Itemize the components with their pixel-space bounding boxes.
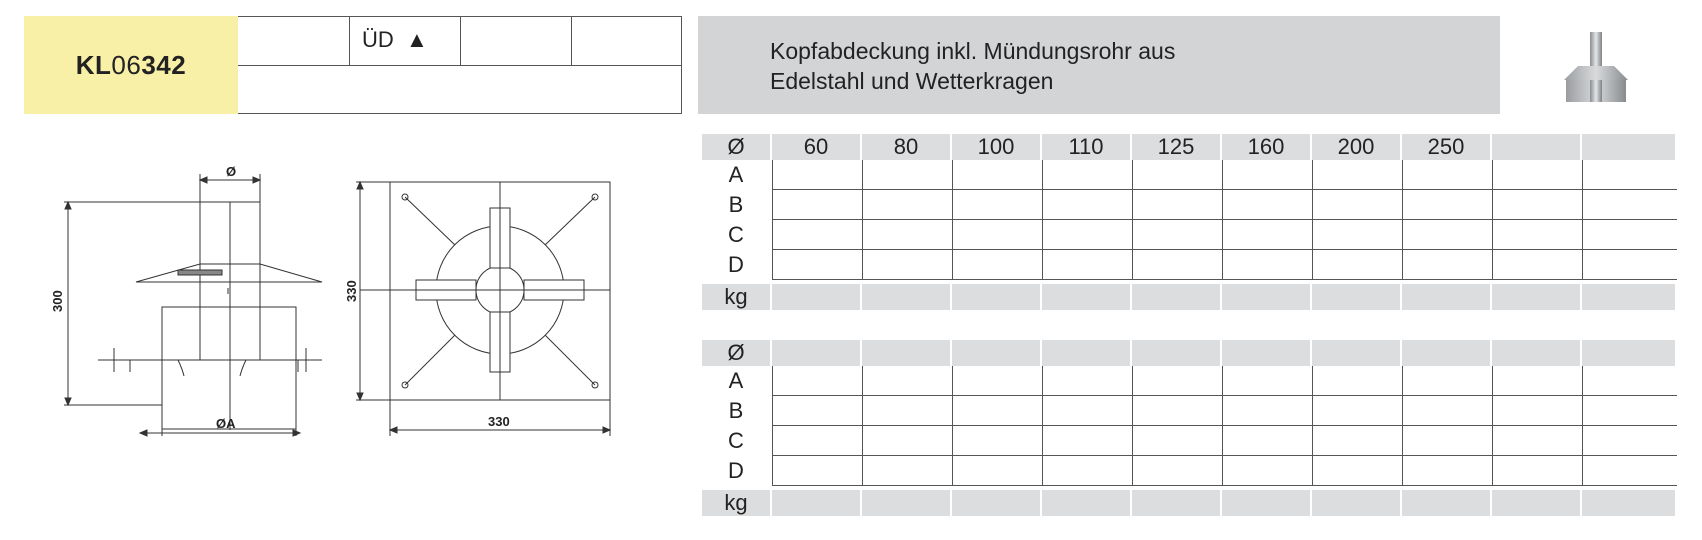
table-cell	[772, 366, 862, 396]
diameter-header	[1582, 340, 1675, 366]
code-suffix: 342	[141, 49, 187, 80]
table-cell	[1132, 220, 1222, 250]
table-cell	[1132, 426, 1222, 456]
table-cell	[1492, 396, 1582, 426]
diameter-header: 200	[1312, 134, 1400, 160]
table-cell	[1582, 426, 1677, 456]
table-cell	[1582, 160, 1677, 190]
table-cell	[1222, 220, 1312, 250]
row-label: A	[728, 162, 744, 187]
diameter-header: 110	[1042, 134, 1130, 160]
table-cell	[1132, 366, 1222, 396]
table-cell	[1132, 160, 1222, 190]
row-label: D	[728, 458, 744, 483]
table-cell	[1222, 366, 1312, 396]
table-cell	[772, 426, 862, 456]
table-cell	[862, 284, 950, 310]
table-cell	[1222, 490, 1310, 516]
table-cell	[772, 456, 862, 486]
table-cell	[1492, 490, 1580, 516]
technical-drawing	[50, 160, 670, 490]
table-cell	[862, 490, 950, 516]
table-cell	[1402, 250, 1492, 280]
ud-triangle-icon: ▲	[406, 27, 428, 52]
table-cell	[1582, 284, 1675, 310]
table-cell	[952, 160, 1042, 190]
table-cell	[1042, 250, 1132, 280]
table-cell	[1312, 456, 1402, 486]
table-cell	[952, 190, 1042, 220]
diameter-header	[1492, 340, 1580, 366]
side-diameter-label: Ø	[226, 164, 237, 179]
table-cell	[1492, 284, 1580, 310]
table-cell	[1402, 426, 1492, 456]
description-line-1: Kopfabdeckung inkl. Mündungsrohr aus	[770, 38, 1176, 64]
table-cell	[952, 284, 1040, 310]
table-cell	[772, 284, 860, 310]
table-cell	[862, 190, 952, 220]
diameter-header: 250	[1402, 134, 1490, 160]
diameter-header: 125	[1132, 134, 1220, 160]
table-cell	[1132, 490, 1220, 516]
table-cell	[1582, 366, 1677, 396]
header-symbol: Ø	[702, 134, 770, 160]
row-label: C	[728, 428, 744, 453]
diameter-header: 160	[1222, 134, 1310, 160]
row-label: D	[728, 252, 744, 277]
table-cell	[1492, 190, 1582, 220]
table-cell	[862, 250, 952, 280]
table-cell	[1582, 396, 1677, 426]
table-cell	[862, 426, 952, 456]
table-cell	[1492, 366, 1582, 396]
table-cell	[1402, 220, 1492, 250]
table-cell	[1582, 250, 1677, 280]
table-cell	[1132, 250, 1222, 280]
table-cell	[952, 366, 1042, 396]
table-cell	[862, 456, 952, 486]
table-cell	[1222, 426, 1312, 456]
table-cell	[1042, 220, 1132, 250]
table-cell	[1492, 160, 1582, 190]
table-cell	[1222, 456, 1312, 486]
code-prefix: KL	[75, 49, 112, 80]
top-width-label: 330	[488, 414, 510, 429]
table-cell	[1042, 456, 1132, 486]
table-cell	[1312, 160, 1402, 190]
table-cell	[1222, 284, 1310, 310]
table-cell	[772, 250, 862, 280]
row-label: B	[728, 192, 744, 217]
table-cell	[1132, 456, 1222, 486]
top-height-label: 330	[344, 280, 359, 302]
diameter-header	[1132, 340, 1220, 366]
row-label: B	[728, 398, 744, 423]
table-cell	[1492, 456, 1582, 486]
table-cell	[1492, 250, 1582, 280]
diameter-header	[1582, 134, 1675, 160]
table-cell	[1402, 396, 1492, 426]
diameter-header: 60	[772, 134, 860, 160]
table-cell	[1582, 456, 1677, 486]
header-grid	[238, 16, 682, 114]
diameter-header	[1042, 340, 1130, 366]
side-base-label: ØA	[216, 416, 236, 431]
table-cell	[1312, 426, 1402, 456]
table-cell	[1312, 284, 1400, 310]
table-cell	[1042, 426, 1132, 456]
code-middle: 06	[111, 49, 142, 80]
table-cell	[772, 160, 862, 190]
table-cell	[1582, 490, 1675, 516]
table-cell	[1042, 366, 1132, 396]
side-view	[64, 174, 322, 436]
table-cell	[1312, 396, 1402, 426]
table-cell	[952, 426, 1042, 456]
table-cell	[772, 490, 860, 516]
description-line-2: Edelstahl und Wetterkragen	[770, 68, 1054, 94]
table-cell	[862, 366, 952, 396]
diameter-header	[1402, 340, 1490, 366]
table-cell	[1492, 220, 1582, 250]
diameter-header	[1222, 340, 1310, 366]
table-cell	[1402, 366, 1492, 396]
table-cell	[772, 220, 862, 250]
diameter-header	[1312, 340, 1400, 366]
product-code	[24, 16, 238, 114]
table-cell	[1492, 426, 1582, 456]
table-cell	[1402, 456, 1492, 486]
side-height-label: 300	[50, 290, 65, 312]
table-cell	[1312, 220, 1402, 250]
table-cell	[1582, 220, 1677, 250]
row-label: kg	[702, 284, 770, 310]
table-cell	[1132, 396, 1222, 426]
table-cell	[952, 396, 1042, 426]
diameter-header	[952, 340, 1040, 366]
row-label: C	[728, 222, 744, 247]
table-cell	[1312, 366, 1402, 396]
description-text	[770, 36, 1175, 96]
table-cell	[1042, 284, 1130, 310]
table-cell	[1132, 190, 1222, 220]
table-cell	[1312, 190, 1402, 220]
table-cell	[1402, 160, 1492, 190]
ud-label	[362, 27, 428, 53]
table-cell	[1402, 190, 1492, 220]
diameter-header	[1492, 134, 1580, 160]
table-cell	[1222, 396, 1312, 426]
diameter-header: 80	[862, 134, 950, 160]
row-label: kg	[702, 490, 770, 516]
ud-text: ÜD	[362, 27, 394, 52]
dimension-table-2	[702, 340, 1677, 524]
table-cell	[862, 220, 952, 250]
table-cell	[1222, 190, 1312, 220]
diameter-header	[772, 340, 860, 366]
table-cell	[952, 456, 1042, 486]
header-symbol: Ø	[702, 340, 770, 366]
table-cell	[1222, 160, 1312, 190]
table-cell	[1312, 490, 1400, 516]
table-cell	[862, 160, 952, 190]
table-cell	[1132, 284, 1220, 310]
dimension-table-1	[702, 134, 1677, 316]
table-cell	[1402, 490, 1490, 516]
table-cell	[862, 396, 952, 426]
table-cell	[952, 250, 1042, 280]
table-cell	[1222, 250, 1312, 280]
table-cell	[1042, 396, 1132, 426]
table-cell	[952, 490, 1040, 516]
product-thumbnail-icon	[1556, 30, 1636, 106]
table-cell	[1042, 160, 1132, 190]
table-cell	[1042, 490, 1130, 516]
diameter-header	[862, 340, 950, 366]
table-cell	[1042, 190, 1132, 220]
table-cell	[1312, 250, 1402, 280]
table-cell	[952, 220, 1042, 250]
table-cell	[772, 396, 862, 426]
top-view	[356, 182, 610, 436]
table-cell	[772, 190, 862, 220]
table-cell	[1582, 190, 1677, 220]
row-label: A	[728, 368, 744, 393]
diameter-header: 100	[952, 134, 1040, 160]
table-cell	[1402, 284, 1490, 310]
